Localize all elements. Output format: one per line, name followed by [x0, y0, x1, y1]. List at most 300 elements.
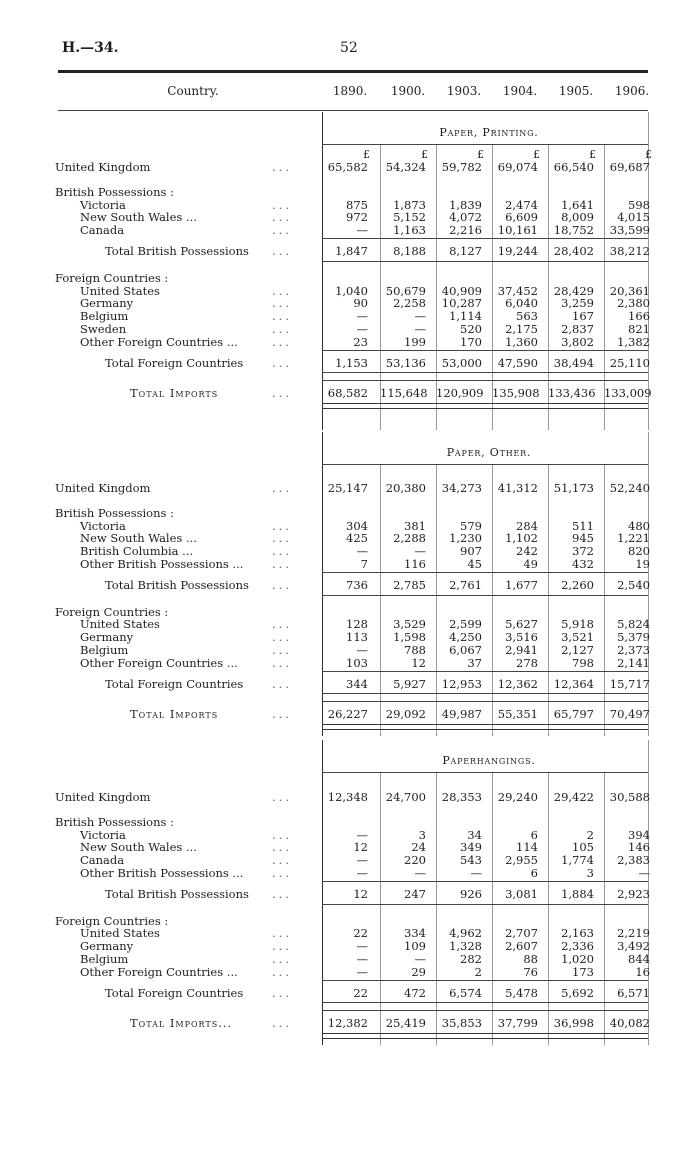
row-label: Canada	[80, 853, 125, 868]
cell-value: 38,494	[553, 355, 594, 370]
column-rule	[604, 464, 605, 736]
cell-value: 1,221	[617, 531, 650, 546]
cell-value: 109	[404, 939, 426, 954]
cell-value: 5,824	[617, 617, 650, 632]
table-row	[0, 965, 700, 978]
double-rule	[322, 1033, 648, 1039]
year-header-2: 1903.	[446, 84, 482, 98]
table-row	[0, 926, 700, 939]
leader-dots: ...	[272, 244, 292, 258]
cell-value: 6,040	[505, 296, 538, 311]
row-label: British Possessions :	[55, 505, 174, 520]
grand-total-row	[0, 386, 700, 399]
cell-value: 5,152	[393, 210, 426, 225]
cell-value: 69,687	[609, 160, 650, 174]
table-row	[0, 531, 700, 544]
leader-dots: ...	[272, 210, 292, 225]
table-row	[0, 630, 700, 643]
leader-dots: ...	[272, 386, 292, 401]
cell-value: 53,000	[441, 355, 482, 370]
cell-value: 5,379	[617, 630, 650, 645]
cell-value: 34	[467, 827, 482, 842]
group-heading	[0, 185, 700, 198]
cell-value: 1,360	[505, 334, 538, 349]
cell-value: —	[356, 643, 368, 657]
row-label: Other British Possessions ...	[80, 866, 244, 880]
year-header-5: 1906.	[614, 84, 650, 98]
leader-dots: ...	[272, 866, 292, 880]
cell-value: 344	[346, 676, 368, 691]
leader-dots: ...	[272, 985, 292, 1000]
table-row	[0, 223, 700, 236]
leader-dots: ...	[272, 296, 292, 311]
cell-value: 120,909	[436, 386, 484, 401]
row-label: Victoria	[80, 518, 126, 533]
cell-value: 1,839	[449, 197, 482, 212]
country-column-header: Country.	[167, 84, 219, 98]
group-heading	[0, 506, 700, 519]
leader-dots: ...	[272, 952, 292, 966]
total-rule	[322, 881, 648, 882]
cell-value: 1,040	[335, 283, 368, 298]
cell-value: 2,288	[393, 531, 426, 546]
cell-value: 173	[572, 964, 594, 979]
cell-value: 105	[572, 840, 594, 855]
cell-value: 30,588	[609, 790, 650, 804]
leader-dots: ...	[272, 334, 292, 349]
cell-value: 133,436	[548, 386, 596, 401]
pound-symbol: £	[589, 148, 596, 161]
cell-value: 103	[346, 655, 368, 670]
leader-dots: ...	[272, 676, 292, 691]
cell-value: 2,955	[505, 853, 538, 868]
table-row	[0, 656, 700, 669]
cell-value: 5,927	[393, 676, 426, 691]
cell-value: 37,452	[497, 283, 538, 298]
cell-value: 20,380	[385, 481, 426, 495]
row-label: Total Imports	[130, 386, 219, 401]
cell-value: 844	[628, 952, 650, 966]
cell-value: 4,250	[449, 630, 482, 645]
grand-total-row	[0, 1016, 700, 1029]
row-label: Belgium	[80, 952, 129, 966]
section-title: Paperhangings.	[442, 754, 536, 767]
cell-value: 2,258	[393, 296, 426, 311]
table-row	[0, 284, 700, 297]
table-row	[0, 617, 700, 630]
cell-value: 8,188	[393, 244, 426, 258]
cell-value: 2,127	[561, 643, 594, 657]
cell-value: —	[414, 544, 426, 559]
cell-value: 520	[460, 322, 482, 336]
leader-dots: ...	[272, 481, 292, 495]
cell-value: 3,259	[561, 296, 594, 311]
cell-value: 18,752	[553, 223, 594, 238]
cell-value: 24	[411, 840, 426, 855]
cell-value: 6	[530, 866, 538, 880]
total-rule	[322, 693, 648, 694]
cell-value: 6,571	[617, 985, 650, 1000]
cell-value: 1,641	[561, 197, 594, 212]
total-rule	[322, 261, 648, 262]
cell-value: 5,918	[561, 617, 594, 632]
leader-dots: ...	[272, 827, 292, 842]
cell-value: 1,774	[561, 853, 594, 868]
cell-value: 3,521	[561, 630, 594, 645]
cell-value: 598	[628, 197, 650, 212]
column-rule	[436, 772, 437, 1045]
table-row	[0, 160, 700, 173]
group-heading	[0, 815, 700, 828]
cell-value: —	[414, 309, 426, 324]
row-label: Other Foreign Countries ...	[80, 334, 238, 349]
cell-value: —	[414, 952, 426, 966]
cell-value: 3,802	[561, 334, 594, 349]
row-label: Foreign Countries :	[55, 913, 169, 928]
leader-dots: ...	[272, 939, 292, 954]
cell-value: 146	[628, 840, 650, 855]
leader-dots: ...	[272, 790, 292, 804]
cell-value: 798	[572, 655, 594, 670]
cell-value: 114	[516, 840, 538, 855]
cell-value: —	[638, 866, 650, 880]
cell-value: 1,230	[449, 531, 482, 546]
leader-dots: ...	[272, 707, 292, 722]
leader-dots: ...	[272, 643, 292, 657]
cell-value: 167	[572, 309, 594, 324]
cell-value: 2,607	[505, 939, 538, 954]
leader-dots: ...	[272, 853, 292, 868]
cell-value: 334	[404, 926, 426, 941]
table-row	[0, 335, 700, 348]
total-row	[0, 887, 700, 900]
leader-dots: ...	[272, 840, 292, 855]
cell-value: 945	[572, 531, 594, 546]
section-title-rule	[322, 144, 648, 145]
cell-value: 65,582	[327, 160, 368, 174]
row-label: Total Foreign Countries	[105, 355, 244, 370]
pound-symbol: £	[645, 148, 652, 161]
table-row	[0, 853, 700, 866]
cell-value: 38,212	[609, 244, 650, 258]
column-rule	[436, 464, 437, 736]
cell-value: 1,873	[393, 197, 426, 212]
row-label: New South Wales ...	[80, 531, 197, 546]
total-row	[0, 244, 700, 257]
cell-value: 113	[346, 630, 368, 645]
cell-value: 35,853	[441, 1016, 482, 1031]
cell-value: 133,009	[604, 386, 652, 401]
leader-dots: ...	[272, 283, 292, 298]
cell-value: 52,240	[609, 481, 650, 495]
cell-value: 33,599	[609, 223, 650, 238]
cell-value: 372	[572, 544, 594, 559]
leader-dots: ...	[272, 197, 292, 212]
cell-value: 199	[404, 334, 426, 349]
total-rule	[322, 380, 648, 381]
row-label: Canada	[80, 223, 125, 238]
double-rule	[322, 724, 648, 730]
row-label: Other British Possessions ...	[80, 557, 244, 571]
cell-value: 2,941	[505, 643, 538, 657]
cell-value: 284	[516, 518, 538, 533]
cell-value: 28,353	[441, 790, 482, 804]
cell-value: 3,081	[505, 886, 538, 901]
table-row	[0, 952, 700, 965]
table-row	[0, 544, 700, 557]
cell-value: 2,599	[449, 617, 482, 632]
table-row	[0, 198, 700, 211]
cell-value: 907	[460, 544, 482, 559]
row-label: United States	[80, 617, 160, 632]
column-rule	[548, 464, 549, 736]
cell-value: 820	[628, 544, 650, 559]
row-label: British Possessions :	[55, 814, 174, 829]
cell-value: 2,141	[617, 655, 650, 670]
table-row	[0, 840, 700, 853]
cell-value: 2,216	[449, 223, 482, 238]
row-label: Belgium	[80, 643, 129, 657]
cell-value: 40,082	[609, 1016, 650, 1031]
cell-value: 563	[516, 309, 538, 324]
cell-value: 926	[460, 886, 482, 901]
cell-value: 12	[411, 655, 426, 670]
row-label: United States	[80, 926, 160, 941]
cell-value: 4,962	[449, 926, 482, 941]
cell-value: 10,161	[497, 223, 538, 238]
table-row	[0, 790, 700, 803]
group-heading	[0, 914, 700, 927]
row-label: Foreign Countries :	[55, 270, 169, 285]
cell-value: 37	[467, 655, 482, 670]
row-label: United Kingdom	[55, 160, 151, 174]
cell-value: 12,348	[327, 790, 368, 804]
cell-value: 2,175	[505, 322, 538, 336]
cell-value: 49	[523, 557, 538, 571]
cell-value: —	[414, 322, 426, 336]
year-header-1: 1900.	[390, 84, 426, 98]
cell-value: 875	[346, 197, 368, 212]
cell-value: 29,092	[385, 707, 426, 722]
row-label: Other Foreign Countries ...	[80, 655, 238, 670]
cell-value: 68,582	[327, 386, 368, 401]
cell-value: 3	[586, 866, 594, 880]
row-label: Total British Possessions	[105, 244, 249, 258]
total-row	[0, 677, 700, 690]
table-row	[0, 309, 700, 322]
leader-dots: ...	[272, 518, 292, 533]
cell-value: 49,987	[441, 707, 482, 722]
leader-dots: ...	[272, 886, 292, 901]
table-row	[0, 939, 700, 952]
cell-value: 1,884	[561, 886, 594, 901]
row-label: Victoria	[80, 197, 126, 212]
cell-value: 8,009	[561, 210, 594, 225]
cell-value: 47,590	[497, 355, 538, 370]
cell-value: 45	[467, 557, 482, 571]
cell-value: 432	[572, 557, 594, 571]
cell-value: 12	[353, 840, 368, 855]
cell-value: 2,260	[561, 577, 594, 592]
cell-value: 579	[460, 518, 482, 533]
cell-value: 4,072	[449, 210, 482, 225]
cell-value: —	[470, 866, 482, 880]
cell-value: 28,429	[553, 283, 594, 298]
cell-value: 115,648	[380, 386, 428, 401]
column-rule	[604, 772, 605, 1045]
cell-value: 821	[628, 322, 650, 336]
cell-value: 5,692	[561, 985, 594, 1000]
cell-value: 37,799	[497, 1016, 538, 1031]
row-label: United States	[80, 283, 160, 298]
leader-dots: ...	[272, 617, 292, 632]
cell-value: 282	[460, 952, 482, 966]
section-title: Paper, Other.	[446, 446, 532, 459]
cell-value: —	[356, 853, 368, 868]
group-heading	[0, 605, 700, 618]
cell-value: 1,598	[393, 630, 426, 645]
cell-value: 23	[353, 334, 368, 349]
total-row	[0, 986, 700, 999]
cell-value: —	[356, 952, 368, 966]
cell-value: 480	[628, 518, 650, 533]
cell-value: 55,351	[497, 707, 538, 722]
row-label: Sweden	[80, 322, 127, 336]
row-label: British Columbia ...	[80, 544, 194, 559]
leader-dots: ...	[272, 322, 292, 336]
cell-value: 543	[460, 853, 482, 868]
cell-value: 7	[360, 557, 368, 571]
year-header-4: 1905.	[558, 84, 594, 98]
row-label: Total Imports...	[130, 1016, 233, 1031]
total-row	[0, 578, 700, 591]
cell-value: 19	[635, 557, 650, 571]
cell-value: 70,497	[609, 707, 650, 722]
total-rule	[322, 904, 648, 905]
leader-dots: ...	[272, 964, 292, 979]
total-rule	[322, 238, 648, 239]
cell-value: 349	[460, 840, 482, 855]
cell-value: 1,382	[617, 334, 650, 349]
cell-value: 2,380	[617, 296, 650, 311]
cell-value: 1,020	[561, 952, 594, 966]
cell-value: 128	[346, 617, 368, 632]
column-rule	[492, 772, 493, 1045]
leader-dots: ...	[272, 160, 292, 174]
pound-symbol: £	[363, 148, 370, 161]
row-label: Germany	[80, 296, 134, 311]
cell-value: 76	[523, 964, 538, 979]
row-label: United Kingdom	[55, 481, 151, 495]
cell-value: 12,364	[553, 676, 594, 691]
leader-dots: ...	[272, 309, 292, 324]
leader-dots: ...	[272, 223, 292, 238]
row-label: British Possessions :	[55, 184, 174, 199]
table-row	[0, 322, 700, 335]
cell-value: 6,574	[449, 985, 482, 1000]
leader-dots: ...	[272, 926, 292, 941]
cell-value: 22	[353, 926, 368, 941]
cell-value: 170	[460, 334, 482, 349]
row-label: Belgium	[80, 309, 129, 324]
row-label: Foreign Countries :	[55, 604, 169, 619]
cell-value: 1,328	[449, 939, 482, 954]
cell-value: 278	[516, 655, 538, 670]
double-rule	[322, 403, 648, 409]
cell-value: 12,362	[497, 676, 538, 691]
cell-value: —	[356, 544, 368, 559]
row-label: United Kingdom	[55, 790, 151, 804]
pound-symbol: £	[477, 148, 484, 161]
leader-dots: ...	[272, 630, 292, 645]
cell-value: 28,402	[553, 244, 594, 258]
leader-dots: ...	[272, 544, 292, 559]
top-rule	[58, 70, 648, 73]
leader-dots: ...	[272, 355, 292, 370]
table-row	[0, 210, 700, 223]
leader-dots: ...	[272, 577, 292, 592]
table-row	[0, 296, 700, 309]
cell-value: 472	[404, 985, 426, 1000]
cell-value: 5,627	[505, 617, 538, 632]
cell-value: 12,382	[327, 1016, 368, 1031]
cell-value: —	[356, 309, 368, 324]
cell-value: 20,361	[609, 283, 650, 298]
cell-value: 66,540	[553, 160, 594, 174]
cell-value: 6	[530, 827, 538, 842]
cell-value: 972	[346, 210, 368, 225]
section-title-rule	[322, 464, 648, 465]
cell-value: 53,136	[385, 355, 426, 370]
section-title: Paper, Printing.	[439, 126, 539, 139]
total-rule	[322, 671, 648, 672]
table-row	[0, 519, 700, 532]
cell-value: 10,287	[441, 296, 482, 311]
group-heading	[0, 271, 700, 284]
table-row	[0, 557, 700, 570]
total-rule	[322, 572, 648, 573]
cell-value: —	[356, 223, 368, 238]
cell-value: 6,609	[505, 210, 538, 225]
cell-value: 2,336	[561, 939, 594, 954]
cell-value: —	[356, 939, 368, 954]
table-row	[0, 481, 700, 494]
table-row	[0, 866, 700, 879]
cell-value: 1,114	[449, 309, 482, 324]
column-rule	[548, 772, 549, 1045]
cell-value: 247	[404, 886, 426, 901]
cell-value: 59,782	[441, 160, 482, 174]
cell-value: 50,679	[385, 283, 426, 298]
cell-value: —	[356, 322, 368, 336]
cell-value: 2,373	[617, 643, 650, 657]
cell-value: 25,419	[385, 1016, 426, 1031]
total-rule	[322, 1010, 648, 1011]
total-rule	[322, 372, 648, 373]
cell-value: 788	[404, 643, 426, 657]
total-rule	[322, 1002, 648, 1003]
pound-symbol: £	[533, 148, 540, 161]
page-reference: H.—34.	[62, 40, 119, 56]
cell-value: 4,015	[617, 210, 650, 225]
total-row	[0, 356, 700, 369]
cell-value: 34,273	[441, 481, 482, 495]
cell-value: 381	[404, 518, 426, 533]
cell-value: 29,240	[497, 790, 538, 804]
cell-value: 2,761	[449, 577, 482, 592]
cell-value: 29	[411, 964, 426, 979]
cell-value: 24,700	[385, 790, 426, 804]
